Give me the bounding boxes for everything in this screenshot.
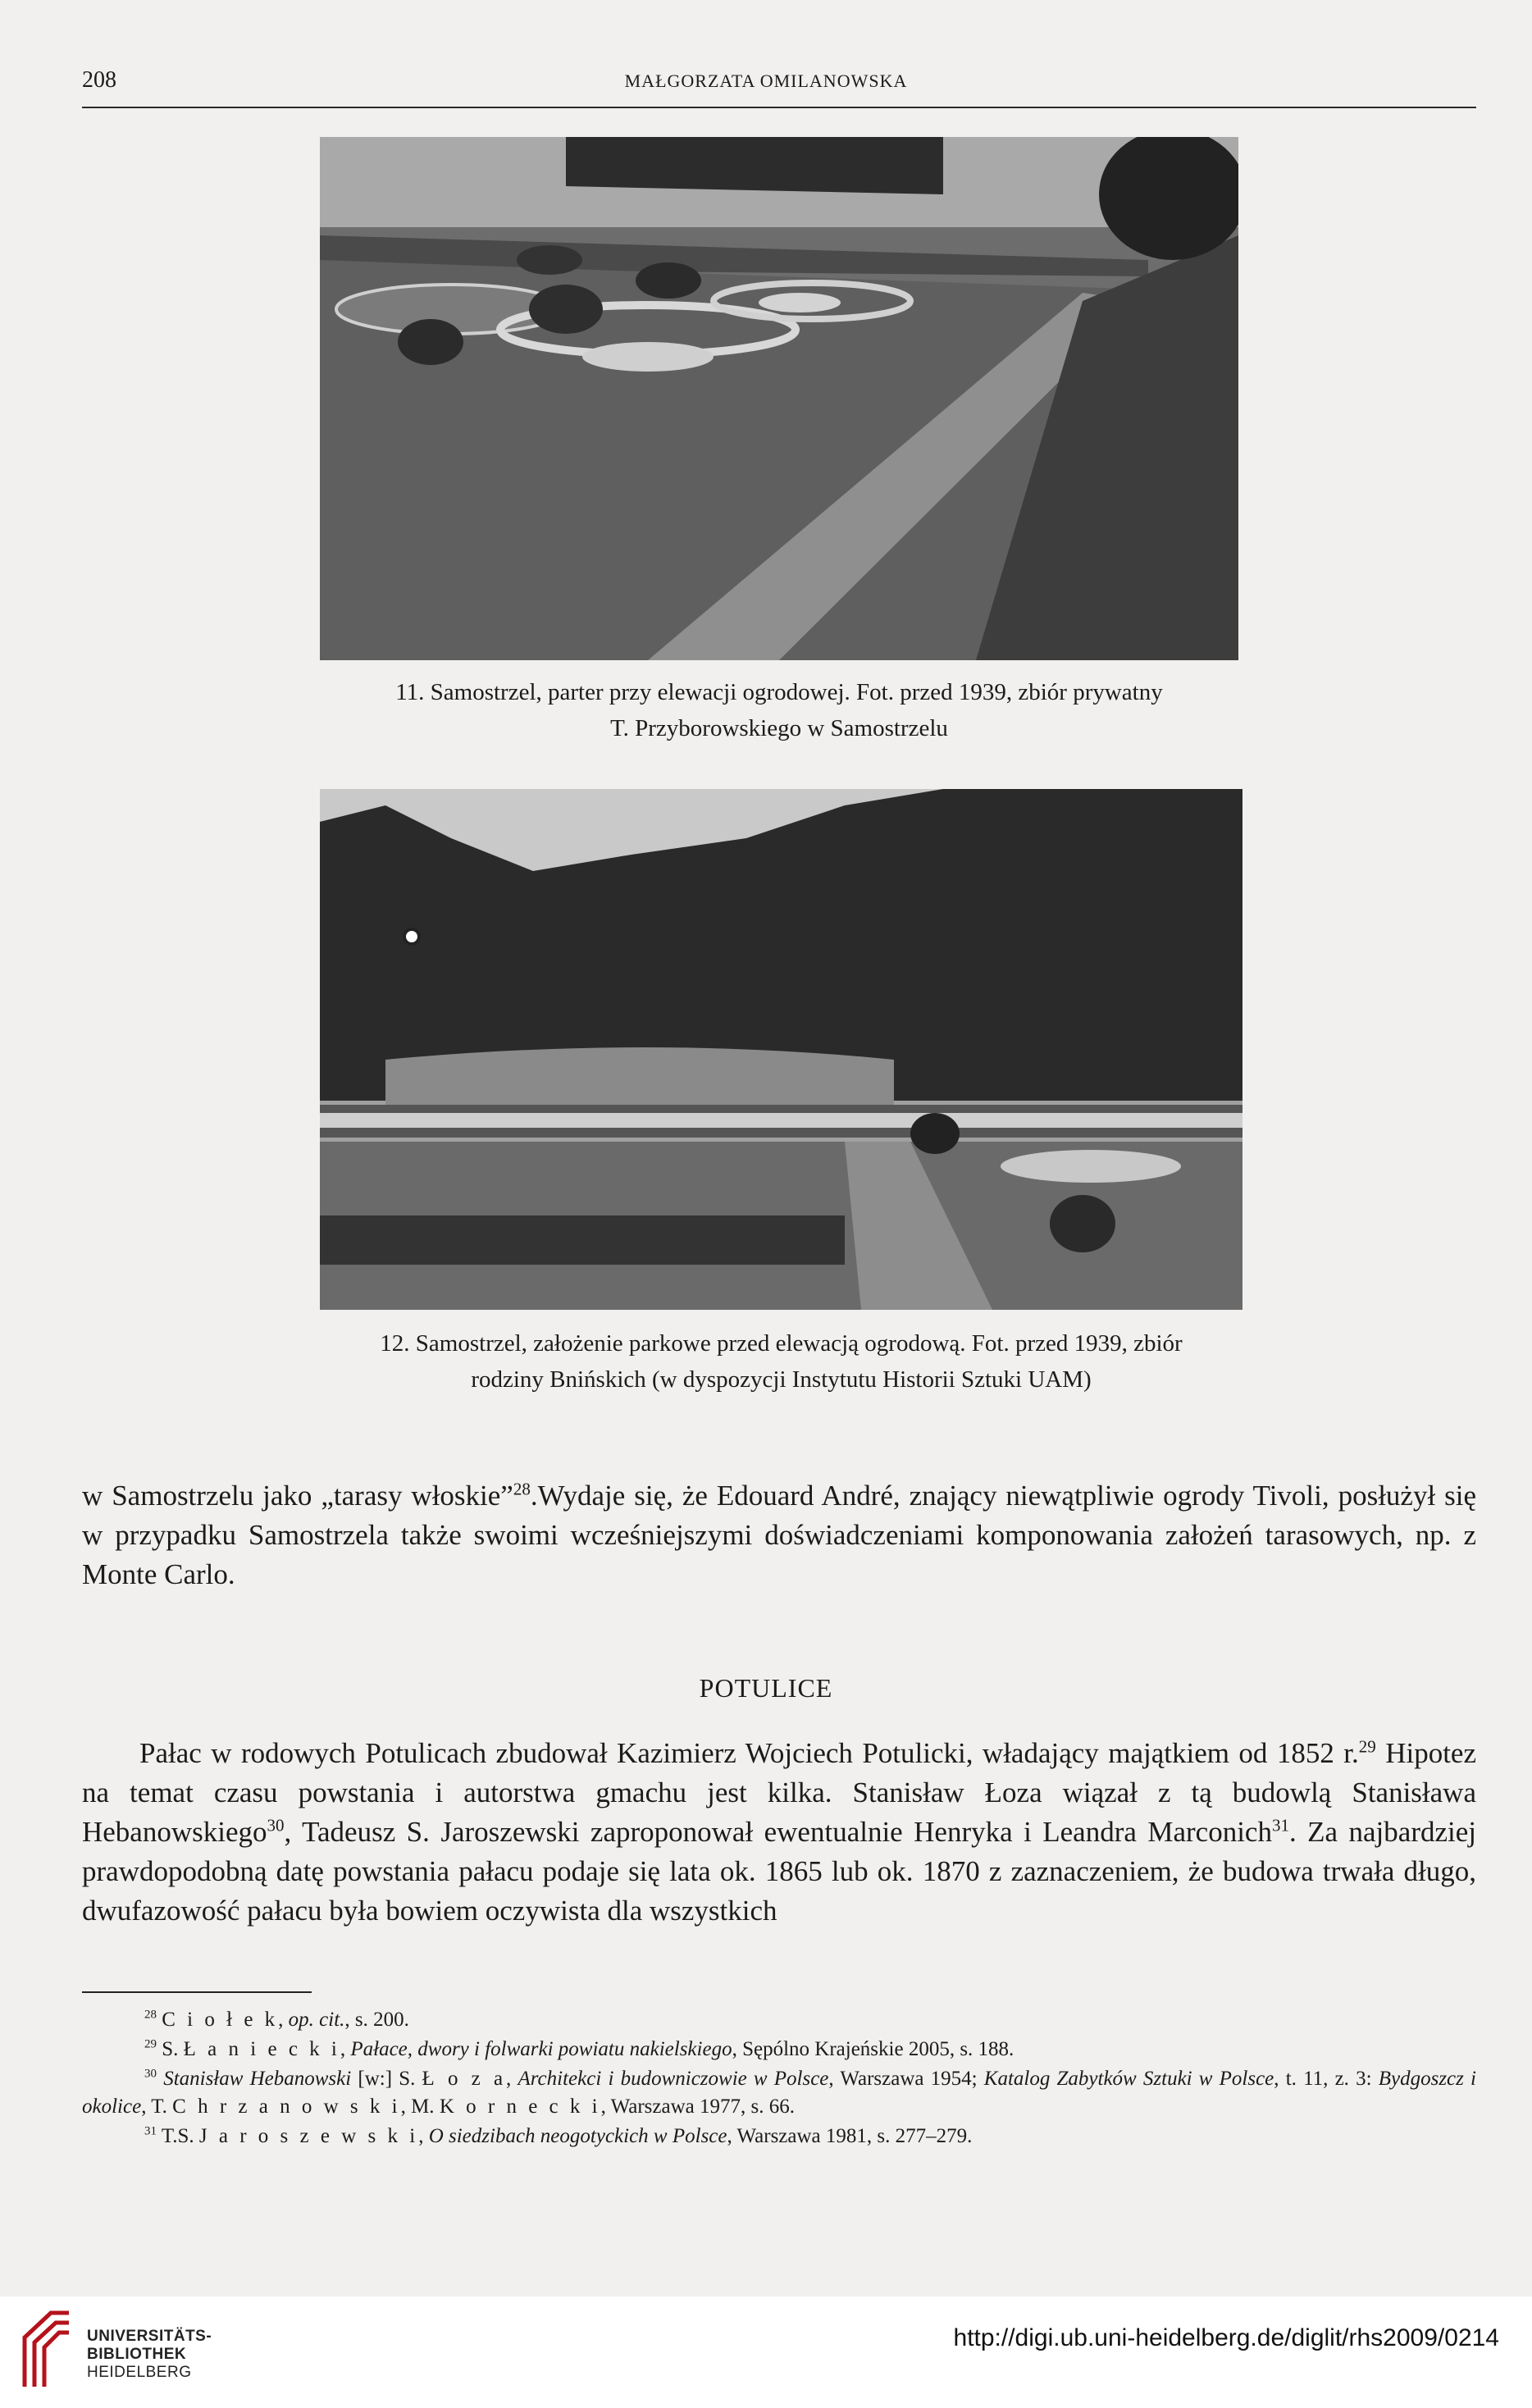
- library-name-line: UNIVERSITÄTS-: [87, 2328, 212, 2345]
- text-span: , Tadeusz S. Jaroszewski zaproponował ewentualnie Henryka i Leandra Marconich: [284, 1816, 1272, 1848]
- footnote-title: Architekci i budowniczowie w Polsce: [518, 2068, 829, 2090]
- header-rule: [82, 107, 1476, 108]
- paragraph: [82, 1476, 1476, 1594]
- footnote-text: ,: [506, 2068, 518, 2090]
- footnote-title: O siedzibach neogotyckich w Polsce: [428, 2125, 727, 2147]
- footnote-text: , Warszawa 1977, s. 66.: [600, 2096, 795, 2118]
- footnote-author: C h r z a n o w s k i: [172, 2096, 401, 2118]
- footnote-title: Stanisław Hebanowski: [163, 2068, 352, 2090]
- footnote-author: J a r o s z e w s k i: [198, 2125, 419, 2147]
- footer-bar: [0, 2296, 1532, 2408]
- library-name-line: BIBLIOTHEK: [87, 2346, 187, 2363]
- text-span: . Za najbardziej prawdopodobną datę powstania pałacu podaje się lata ok. 1865 lub ok. 1870 z zaznaczeniem, że budowa trwała długo, dwufazowość pałacu była bowiem oczywista dla wszystkich: [82, 1816, 1476, 1927]
- section-heading: POTULICE: [699, 1673, 833, 1703]
- caption-line: T. Przyborowskiego w Samostrzelu: [610, 715, 948, 741]
- footnote-title: op. cit.: [288, 2009, 345, 2031]
- footnote-title: Katalog Zabytków Sztuki w Polsce: [983, 2068, 1274, 2090]
- footnote-text: S.: [162, 2038, 184, 2060]
- caption-line: rodziny Bnińskich (w dyspozycji Instytutu Historii Sztuki UAM): [471, 1366, 1092, 1393]
- figure-12-photo: [320, 789, 1242, 1310]
- footnote-number: 30: [144, 2067, 157, 2081]
- caption-line: 12. Samostrzel, założenie parkowe przed elewacją ogrodową. Fot. przed 1939, zbiór: [380, 1330, 1183, 1357]
- footnote-title: Pałace, dwory i folwarki powiatu nakielskiego: [350, 2038, 732, 2060]
- footnote-text: , Sępólno Krajeńskie 2005, s. 188.: [732, 2038, 1014, 2060]
- footnote-text: , T.: [141, 2096, 173, 2118]
- source-url-link[interactable]: http://digi.ub.uni-heidelberg.de/diglit/rhs2009/0214: [953, 2324, 1499, 2351]
- footnote-rule: [82, 1991, 312, 1993]
- footnote-text: , Warszawa 1954;: [828, 2068, 984, 2090]
- text-span: w Samostrzelu jako „tarasy włoskie”: [82, 1480, 513, 1512]
- figure-11-caption: [320, 674, 1238, 746]
- footnote-text: [w:] S.: [351, 2068, 422, 2090]
- footnote-text: , s. 200.: [344, 2009, 409, 2031]
- footnote-number: 31: [144, 2124, 157, 2138]
- figure-12-caption: [320, 1325, 1242, 1398]
- footnote-title: Bydgoszcz i okolice: [82, 2068, 1476, 2118]
- library-name-line: HEIDELBERG: [87, 2364, 192, 2381]
- text-span: Hipotez na temat czasu powstania i autorstwa gmachu jest kilka. Stanisław Łoza wiązał z tą budowlą Stanisława Hebanowskiego: [82, 1737, 1477, 1848]
- text-span: .Wydaje się, że Edouard André, znający niewątpliwie ogrody Tivoli, posłużył się w przypadku Samostrzela także swoimi wcześniejszymi doświadczeniami komponowania założeń tarasowych, np. z Monte Carlo.: [82, 1480, 1476, 1590]
- footnote-ref[interactable]: 29: [1358, 1736, 1376, 1757]
- footnote: $^{29}$ S. Ł a n i e c k i, Pałace, dwory i folwarki powiatu nakielskiego, Sępólno Krajeńskie 2005, s. 188.: [144, 2037, 1014, 2060]
- footnote-text: , M.: [400, 2096, 440, 2118]
- footnote-ref[interactable]: 31: [1271, 1815, 1289, 1836]
- footnote: $^{28}$ C i o ł e k, op. cit., s. 200.: [144, 2008, 409, 2031]
- university-library-logo-icon[interactable]: [18, 2305, 75, 2395]
- footnote-author: Ł a n i e c k i: [183, 2038, 340, 2060]
- figure-11-photo: [320, 137, 1238, 660]
- paragraph: [82, 1734, 1476, 1931]
- footnote-author: Ł o z a: [422, 2068, 507, 2090]
- footnote: $^{31}$ T.S. J a r o s z e w s k i, O siedzibach neogotyckich w Polsce, Warszawa 1981, s. 277–279.: [144, 2124, 973, 2147]
- footnote-text: T.S.: [161, 2125, 199, 2147]
- footnote-author: K o r n e c k i: [439, 2096, 601, 2118]
- page-number: 208: [82, 67, 116, 93]
- footnote-ref[interactable]: 30: [267, 1815, 285, 1836]
- footnote-number: 28: [144, 2008, 157, 2022]
- footnote-author: C i o ł e k: [162, 2009, 279, 2031]
- footnote-text: , t. 11, z. 3:: [1274, 2068, 1379, 2090]
- text-span: Pałac w rodowych Potulicach zbudował Kazimierz Wojciech Potulicki, władający majątkiem od 1852 r.: [139, 1737, 1359, 1769]
- footnote-ref[interactable]: 28: [513, 1479, 531, 1499]
- running-title: MAŁGORZATA OMILANOWSKA: [624, 71, 908, 91]
- footnote-number: 29: [144, 2037, 157, 2051]
- footnote-text: , Warszawa 1981, s. 277–279.: [727, 2125, 973, 2147]
- caption-line: 11. Samostrzel, parter przy elewacji ogrodowej. Fot. przed 1939, zbiór prywatny: [395, 679, 1163, 705]
- footnote: [82, 2065, 1476, 2121]
